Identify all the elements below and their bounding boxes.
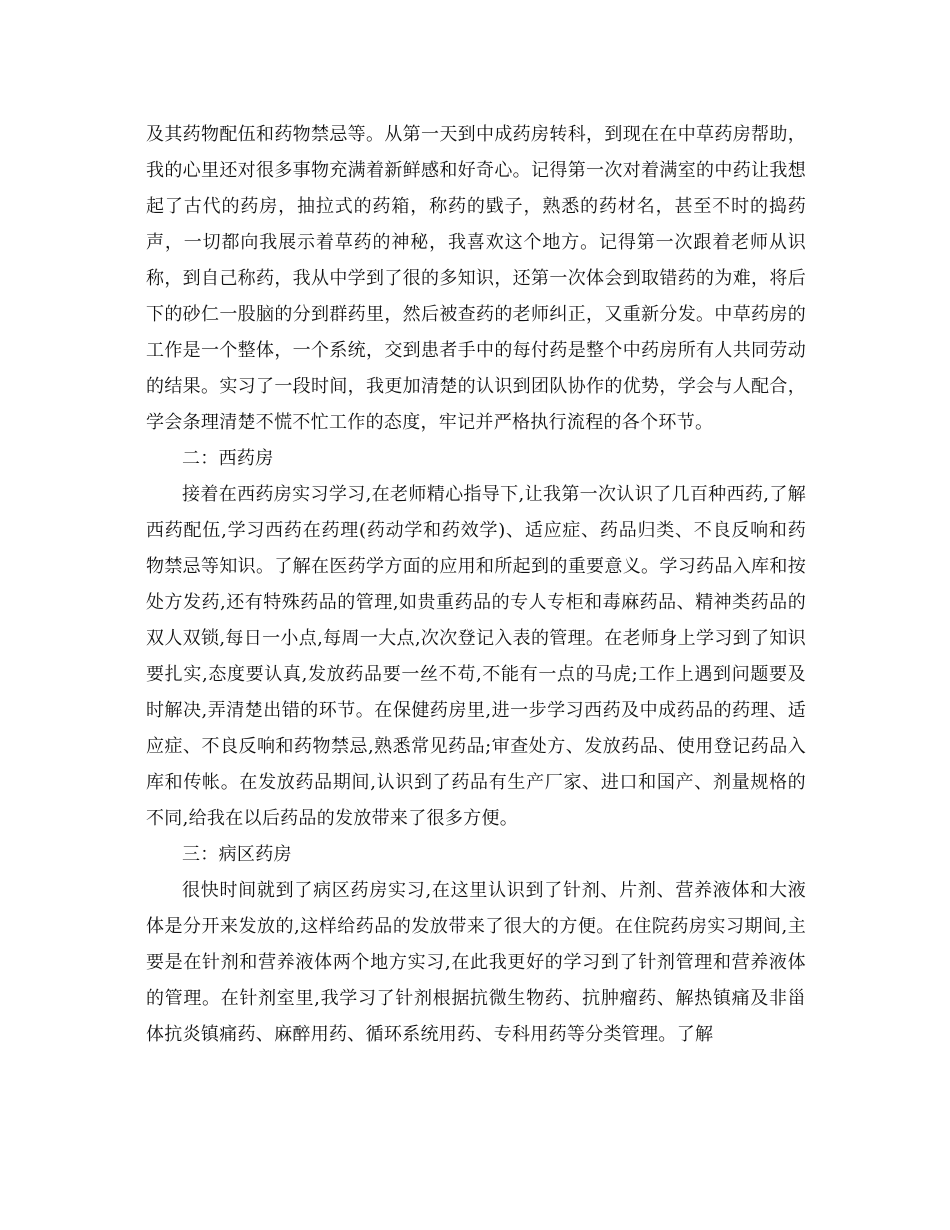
paragraph-western-pharmacy: 接着在西药房实习学习,在老师精心指导下,让我第一次认识了几百种西药,了解西药配伍,学习西药在药理(药动学和药效学)、适应症、药品归类、不良反响和药物禁忌等知识。了解在医药学方面的应用和所起到的重要意义。学习药品入库和按处方发药,还有特殊药品的管理,如贵重药品的专人专柜和毒麻药品、精神类药品的双人双锁,每日一小点,每周一大点,次次登记入表的管理。在老师身上学习到了知识要扎实,态度要认真,发放药品要一丝不苟,不能有一点的马虎;工作上遇到问题要及时解决,弄清楚出错的环节。在保健药房里,进一步学习西药及中成药品的药理、适应症、不良反响和药物禁忌,熟悉常见药品;审查处方、发放药品、使用登记药品入库和传帐。在发放药品期间,认识到了药品有生产厂家、进口和国产、剂量规格的不同,给我在以后药品的发放带来了很多方便。 bbox=[146, 484, 806, 829]
section-heading-ward-pharmacy: 三：病区药房 bbox=[182, 844, 292, 865]
paragraph-chinese-herbal-pharmacy: 及其药物配伍和药物禁忌等。从第一天到中成药房转科，到现在在中草药房帮助，我的心里还对很多事物充满着新鲜感和好奇心。记得第一次对着满室的中药让我想起了古代的药房，抽拉式的药箱，称药的戥子，熟悉的药材名，甚至不时的捣药声，一切都向我展示着草药的神秘，我喜欢这个地方。记得第一次跟着老师从识称，到自己称药，我从中学到了很的多知识，还第一次体会到取错药的为难，将后下的砂仁一股脑的分到群药里，然后被查药的老师纠正，又重新分发。中草药房的工作是一个整体，一个系统，交到患者手中的每付药是整个中药房所有人共同劳动的结果。实习了一段时间，我更加清楚的认识到团队协作的优势，学会与人配合，学会条理清楚不慌不忙工作的态度，牢记并严格执行流程的各个环节。 bbox=[146, 124, 806, 433]
section-heading-western-pharmacy: 二：西药房 bbox=[182, 448, 274, 469]
document-body bbox=[146, 117, 806, 1053]
paragraph-ward-pharmacy: 很快时间就到了病区药房实习,在这里认识到了针剂、片剂、营养液体和大液体是分开来发放的,这样给药品的发放带来了很大的方便。在住院药房实习期间,主要是在针剂和营养液体两个地方实习,在此我更好的学习到了针剂管理和营养液体的管理。在针剂室里,我学习了针剂根据抗微生物药、抗肿瘤药、解热镇痛及非甾体抗炎镇痛药、麻醉用药、循环系统用药、专科用药等分类管理。了解 bbox=[146, 880, 806, 1045]
